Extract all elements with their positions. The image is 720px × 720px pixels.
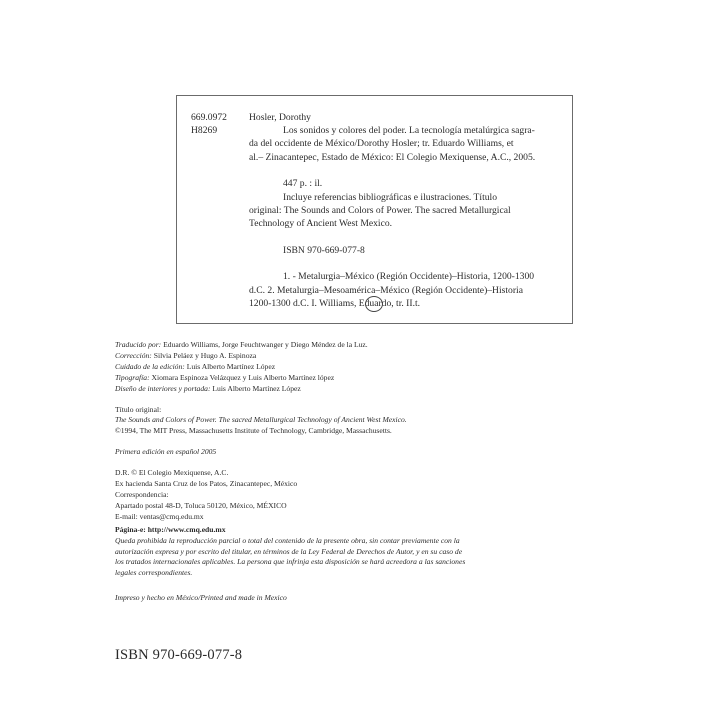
- card-isbn: ISBN 970-669-077-8: [283, 244, 365, 256]
- notes-line: original: The Sounds and Colors of Power. The sacred Metallurgical: [249, 205, 511, 217]
- isbn-footer: ISBN 970-669-077-8: [115, 647, 243, 663]
- original-title: The Sounds and Colors of Power. The sacred Metallurgical Technology of Ancient West Mexico.: [115, 415, 407, 425]
- printed-note: Impreso y hecho en México/Printed and made in Mexico: [115, 593, 287, 603]
- website: Página-e: http://www.cmq.edu.mx: [115, 524, 226, 534]
- card-notes: [249, 191, 549, 231]
- credit-row: Tipografía: Xiomara Espinoza Velázquez y Luis Alberto Martínez lópez: [115, 372, 335, 382]
- catalog-card: [176, 95, 573, 324]
- call-number-class: 669.0972: [191, 112, 227, 123]
- card-body: [249, 124, 549, 310]
- publisher-rights: D.R. © El Colegio Mexiquense, A.C.: [115, 468, 229, 478]
- notes-line: Technology of Ancient West Mexico.: [249, 218, 393, 230]
- title-line: Los sonidos y colores del poder. La tecnología metalúrgica sagra-: [283, 125, 535, 136]
- original-copyright: ©1994, The MIT Press, Massachusetts Institute of Technology, Cambridge, Massachusetts.: [115, 426, 392, 436]
- notes-line: Incluye referencias bibliográficas e ilustraciones. Título: [283, 191, 497, 203]
- title-line: da del occidente de México/Dorothy Hosler; tr. Eduardo Williams, et: [249, 138, 514, 150]
- credits-section: [115, 340, 515, 604]
- credit-row: Corrección: Silvia Peláez y Hugo A. Espinoza: [115, 350, 257, 360]
- subjects-line: d.C. 2. Metalurgia–Mesoamérica–México (Región Occidente)–Historia: [249, 284, 523, 296]
- card-author: Hosler, Dorothy: [249, 112, 311, 123]
- card-collation: 447 p. : il.: [283, 178, 323, 190]
- legal-notice: [115, 536, 513, 580]
- subjects-line: 1. - Metalurgia–México (Región Occidente)–Historia, 1200-1300: [283, 271, 535, 283]
- legal-line: los tratados internacionales aplicables. La persona que infrinja esta disposición se hará acreedora a las sanciones: [115, 557, 466, 567]
- original-title-heading: Título original:: [115, 404, 162, 414]
- credit-row: Cuidado de la edición: Luis Alberto Martínez López: [115, 361, 276, 371]
- email: E-mail: ventas@cmq.edu.mx: [115, 511, 204, 521]
- call-number: [191, 111, 227, 138]
- legal-line: autorización expresa y por escrito del titular, en términos de la Ley Federal de Derechos de Autor, y en su caso de: [115, 546, 463, 556]
- call-number-cutter: H8269: [191, 125, 218, 137]
- correspondence-label: Correspondencia:: [115, 489, 169, 499]
- title-line: al.– Zinacantepec, Estado de México: El Colegio Mexiquense, A.C., 2005.: [249, 151, 536, 163]
- punch-hole-circle: [365, 296, 383, 312]
- card-subjects: [249, 270, 549, 310]
- subjects-line: 1200-1300 d.C. I. Williams, Eduardo, tr. II.t.: [249, 298, 421, 310]
- credit-row: Traducido por: Eduardo Williams, Jorge Feuchtwanger y Diego Méndez de la Luz.: [115, 340, 368, 349]
- edition-note: Primera edición en español 2005: [115, 447, 217, 457]
- legal-line: Queda prohibida la reproducción parcial o total del contenido de la presente obra, sin contar previamente con la: [115, 535, 460, 545]
- legal-line: legales correspondientes.: [115, 568, 193, 578]
- publisher-address: Ex hacienda Santa Cruz de los Patos, Zinacantepec, México: [115, 479, 298, 489]
- credit-row: Diseño de interiores y portada: Luis Alberto Martínez López: [115, 383, 301, 393]
- po-box: Apartado postal 48-D, Toluca 50120, México, MÉXICO: [115, 500, 287, 510]
- card-title-statement: [249, 124, 549, 164]
